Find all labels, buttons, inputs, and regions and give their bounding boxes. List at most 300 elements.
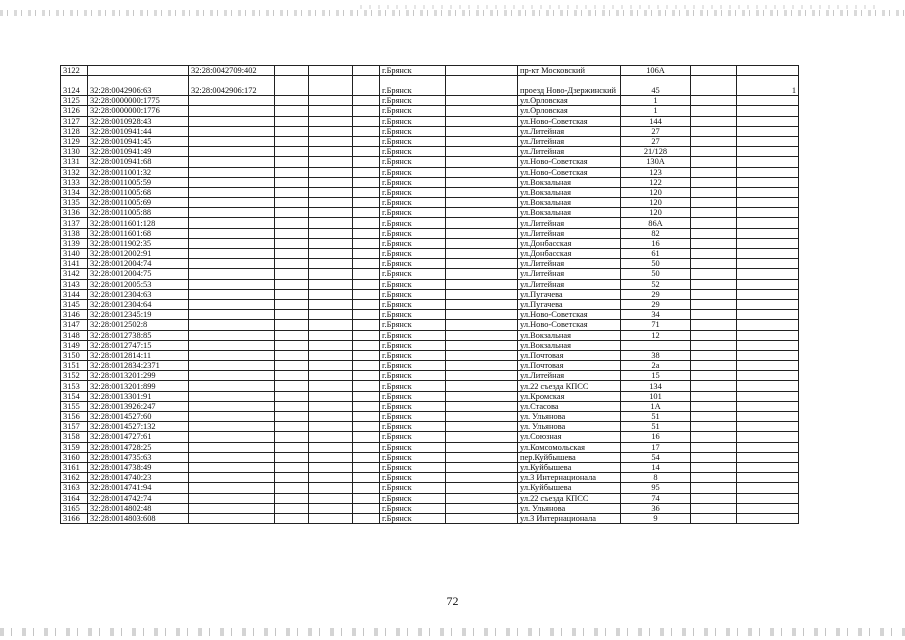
empty-cell xyxy=(691,147,737,157)
empty-cell xyxy=(309,198,353,208)
extra-value-cell xyxy=(737,66,799,76)
street-cell: ул.Куйбышева xyxy=(518,483,621,493)
empty-cell xyxy=(691,473,737,483)
table-row xyxy=(61,493,799,503)
city-cell: г.Брянск xyxy=(380,187,446,197)
table-row xyxy=(61,269,799,279)
row-number-cell: 3151 xyxy=(61,361,88,371)
empty-cell xyxy=(275,361,309,371)
extra-value-cell xyxy=(737,147,799,157)
empty-cell xyxy=(691,228,737,238)
row-number-cell: 3158 xyxy=(61,432,88,442)
empty-cell xyxy=(309,76,353,96)
row-number-cell: 3150 xyxy=(61,350,88,360)
empty-cell xyxy=(275,116,309,126)
cadastral-number-secondary-cell xyxy=(189,483,275,493)
table-row xyxy=(61,187,799,197)
city-cell: г.Брянск xyxy=(380,442,446,452)
cadastral-number-cell: 32:28:0011601:68 xyxy=(88,228,189,238)
house-number-cell: 29 xyxy=(621,299,691,309)
empty-cell xyxy=(309,401,353,411)
empty-cell xyxy=(691,249,737,259)
table-row xyxy=(61,452,799,462)
empty-cell xyxy=(353,66,380,76)
empty-cell xyxy=(446,442,518,452)
empty-cell xyxy=(446,259,518,269)
empty-cell xyxy=(446,513,518,523)
table-row xyxy=(61,116,799,126)
house-number-cell: 1А xyxy=(621,401,691,411)
empty-cell xyxy=(446,473,518,483)
empty-cell xyxy=(446,157,518,167)
empty-cell xyxy=(353,208,380,218)
table-row xyxy=(61,259,799,269)
city-cell: г.Брянск xyxy=(380,289,446,299)
table-row xyxy=(61,330,799,340)
empty-cell xyxy=(691,350,737,360)
city-cell: г.Брянск xyxy=(380,350,446,360)
cadastral-number-cell: 32:28:0013926:247 xyxy=(88,401,189,411)
empty-cell xyxy=(309,381,353,391)
extra-value-cell xyxy=(737,513,799,523)
empty-cell xyxy=(275,136,309,146)
row-number-cell: 3156 xyxy=(61,412,88,422)
row-number-cell: 3163 xyxy=(61,483,88,493)
house-number-cell: 120 xyxy=(621,198,691,208)
house-number-cell: 21/128 xyxy=(621,147,691,157)
extra-value-cell xyxy=(737,310,799,320)
cadastral-number-secondary-cell xyxy=(189,371,275,381)
empty-cell xyxy=(275,126,309,136)
empty-cell xyxy=(275,350,309,360)
empty-cell xyxy=(446,503,518,513)
house-number-cell: 1 xyxy=(621,106,691,116)
extra-value-cell xyxy=(737,126,799,136)
cadastral-number-secondary-cell xyxy=(189,299,275,309)
table-row xyxy=(61,218,799,228)
row-number-cell: 3154 xyxy=(61,391,88,401)
street-cell: ул.3 Интернационала xyxy=(518,473,621,483)
extra-value-cell xyxy=(737,452,799,462)
row-number-cell: 3164 xyxy=(61,493,88,503)
city-cell: г.Брянск xyxy=(380,493,446,503)
cadastral-number-cell xyxy=(88,66,189,76)
cadastral-number-secondary-cell xyxy=(189,136,275,146)
empty-cell xyxy=(353,269,380,279)
street-cell: ул.22 съезда КПСС xyxy=(518,493,621,503)
empty-cell xyxy=(691,513,737,523)
row-number-cell: 3133 xyxy=(61,177,88,187)
cadastral-number-cell: 32:28:0012747:15 xyxy=(88,340,189,350)
table-row xyxy=(61,340,799,350)
street-cell: ул.Ново-Советская xyxy=(518,320,621,330)
empty-cell xyxy=(309,167,353,177)
empty-cell xyxy=(691,187,737,197)
empty-cell xyxy=(309,218,353,228)
empty-cell xyxy=(446,126,518,136)
house-number-cell: 34 xyxy=(621,310,691,320)
empty-cell xyxy=(691,483,737,493)
city-cell: г.Брянск xyxy=(380,76,446,96)
cadastral-number-secondary-cell xyxy=(189,106,275,116)
house-number-cell: 50 xyxy=(621,259,691,269)
cadastral-number-secondary-cell xyxy=(189,412,275,422)
extra-value-cell xyxy=(737,289,799,299)
empty-cell xyxy=(353,238,380,248)
city-cell: г.Брянск xyxy=(380,401,446,411)
empty-cell xyxy=(446,136,518,146)
table-row xyxy=(61,147,799,157)
table-row xyxy=(61,66,799,76)
cadastral-number-cell: 32:28:0014738:49 xyxy=(88,462,189,472)
street-cell: ул. Ульянова xyxy=(518,503,621,513)
empty-cell xyxy=(446,371,518,381)
house-number-cell: 52 xyxy=(621,279,691,289)
city-cell: г.Брянск xyxy=(380,66,446,76)
scan-artifact-bottom xyxy=(0,628,905,636)
table-row xyxy=(61,412,799,422)
cadastral-number-secondary-cell xyxy=(189,401,275,411)
empty-cell xyxy=(309,462,353,472)
extra-value-cell: 1 xyxy=(737,76,799,96)
empty-cell xyxy=(691,330,737,340)
empty-cell xyxy=(353,187,380,197)
empty-cell xyxy=(691,198,737,208)
empty-cell xyxy=(275,310,309,320)
table-row xyxy=(61,350,799,360)
cadastral-number-secondary-cell xyxy=(189,340,275,350)
city-cell: г.Брянск xyxy=(380,269,446,279)
extra-value-cell xyxy=(737,116,799,126)
cadastral-number-cell: 32:28:0014803:608 xyxy=(88,513,189,523)
cadastral-number-secondary-cell xyxy=(189,381,275,391)
empty-cell xyxy=(275,106,309,116)
house-number-cell: 27 xyxy=(621,136,691,146)
cadastral-number-cell: 32:28:0012738:85 xyxy=(88,330,189,340)
cadastral-number-cell: 32:28:0010941:68 xyxy=(88,157,189,167)
house-number-cell: 120 xyxy=(621,187,691,197)
empty-cell xyxy=(309,269,353,279)
city-cell: г.Брянск xyxy=(380,208,446,218)
empty-cell xyxy=(353,76,380,96)
street-cell: ул.Вокзальная xyxy=(518,340,621,350)
empty-cell xyxy=(275,473,309,483)
table-row xyxy=(61,208,799,218)
street-cell: ул.Вокзальная xyxy=(518,177,621,187)
street-cell: ул.Союзная xyxy=(518,432,621,442)
house-number-cell: 29 xyxy=(621,289,691,299)
extra-value-cell xyxy=(737,96,799,106)
empty-cell xyxy=(309,432,353,442)
empty-cell xyxy=(446,361,518,371)
empty-cell xyxy=(353,279,380,289)
row-number-cell: 3157 xyxy=(61,422,88,432)
empty-cell xyxy=(446,167,518,177)
city-cell: г.Брянск xyxy=(380,279,446,289)
row-number-cell: 3161 xyxy=(61,462,88,472)
empty-cell xyxy=(275,391,309,401)
empty-cell xyxy=(691,340,737,350)
city-cell: г.Брянск xyxy=(380,412,446,422)
house-number-cell: 144 xyxy=(621,116,691,126)
empty-cell xyxy=(309,452,353,462)
row-number-cell: 3143 xyxy=(61,279,88,289)
cadastral-number-secondary-cell xyxy=(189,126,275,136)
empty-cell xyxy=(446,310,518,320)
cadastral-number-cell: 32:28:0012834:2371 xyxy=(88,361,189,371)
street-cell: пр-кт Московский xyxy=(518,66,621,76)
empty-cell xyxy=(446,208,518,218)
empty-cell xyxy=(275,442,309,452)
empty-cell xyxy=(691,208,737,218)
extra-value-cell xyxy=(737,269,799,279)
empty-cell xyxy=(275,208,309,218)
street-cell: ул.Литейная xyxy=(518,147,621,157)
empty-cell xyxy=(275,299,309,309)
street-cell: ул.Литейная xyxy=(518,126,621,136)
table-row xyxy=(61,361,799,371)
cadastral-number-cell: 32:28:0014742:74 xyxy=(88,493,189,503)
cadastral-number-secondary-cell xyxy=(189,493,275,503)
house-number-cell: 101 xyxy=(621,391,691,401)
street-cell: пер.Куйбышева xyxy=(518,452,621,462)
empty-cell xyxy=(691,452,737,462)
city-cell: г.Брянск xyxy=(380,106,446,116)
street-cell: ул.Пугачева xyxy=(518,299,621,309)
cadastral-number-cell: 32:28:0012304:64 xyxy=(88,299,189,309)
row-number-cell: 3152 xyxy=(61,371,88,381)
empty-cell xyxy=(275,218,309,228)
house-number-cell: 17 xyxy=(621,442,691,452)
table-row xyxy=(61,442,799,452)
cadastral-number-secondary-cell xyxy=(189,279,275,289)
empty-cell xyxy=(353,249,380,259)
empty-cell xyxy=(691,106,737,116)
empty-cell xyxy=(353,350,380,360)
empty-cell xyxy=(691,218,737,228)
house-number-cell: 54 xyxy=(621,452,691,462)
table-row xyxy=(61,279,799,289)
house-number-cell: 82 xyxy=(621,228,691,238)
row-number-cell: 3162 xyxy=(61,473,88,483)
cadastral-number-secondary-cell xyxy=(189,503,275,513)
empty-cell xyxy=(446,198,518,208)
empty-cell xyxy=(353,442,380,452)
empty-cell xyxy=(691,116,737,126)
row-number-cell: 3129 xyxy=(61,136,88,146)
city-cell: г.Брянск xyxy=(380,310,446,320)
cadastral-number-cell: 32:28:0012814:11 xyxy=(88,350,189,360)
empty-cell xyxy=(309,157,353,167)
cadastral-number-cell: 32:28:0011005:88 xyxy=(88,208,189,218)
cadastral-number-secondary-cell xyxy=(189,187,275,197)
cadastral-number-cell: 32:28:0012002:91 xyxy=(88,249,189,259)
house-number-cell: 16 xyxy=(621,238,691,248)
empty-cell xyxy=(275,330,309,340)
row-number-cell: 3128 xyxy=(61,126,88,136)
empty-cell xyxy=(275,320,309,330)
empty-cell xyxy=(446,76,518,96)
cadastral-number-secondary-cell xyxy=(189,391,275,401)
row-number-cell: 3124 xyxy=(61,76,88,96)
cadastral-number-cell: 32:28:0010928:43 xyxy=(88,116,189,126)
extra-value-cell xyxy=(737,157,799,167)
street-cell: ул.Стасова xyxy=(518,401,621,411)
city-cell: г.Брянск xyxy=(380,452,446,462)
cadastral-number-cell: 32:28:0013301:91 xyxy=(88,391,189,401)
table-row xyxy=(61,238,799,248)
street-cell: ул.Кромская xyxy=(518,391,621,401)
empty-cell xyxy=(353,391,380,401)
cadastral-number-secondary-cell: 32:28:0042906:172 xyxy=(189,76,275,96)
empty-cell xyxy=(353,96,380,106)
empty-cell xyxy=(353,330,380,340)
table-row xyxy=(61,136,799,146)
empty-cell xyxy=(353,116,380,126)
empty-cell xyxy=(353,503,380,513)
empty-cell xyxy=(691,503,737,513)
empty-cell xyxy=(691,361,737,371)
house-number-cell: 71 xyxy=(621,320,691,330)
table-row xyxy=(61,401,799,411)
row-number-cell: 3160 xyxy=(61,452,88,462)
city-cell: г.Брянск xyxy=(380,432,446,442)
extra-value-cell xyxy=(737,371,799,381)
row-number-cell: 3139 xyxy=(61,238,88,248)
cadastral-number-secondary-cell xyxy=(189,198,275,208)
empty-cell xyxy=(446,330,518,340)
empty-cell xyxy=(275,238,309,248)
table-row xyxy=(61,167,799,177)
extra-value-cell xyxy=(737,473,799,483)
house-number-cell: 14 xyxy=(621,462,691,472)
empty-cell xyxy=(309,147,353,157)
extra-value-cell xyxy=(737,106,799,116)
empty-cell xyxy=(275,412,309,422)
cadastral-number-secondary-cell xyxy=(189,249,275,259)
empty-cell xyxy=(275,279,309,289)
empty-cell xyxy=(353,371,380,381)
empty-cell xyxy=(691,462,737,472)
city-cell: г.Брянск xyxy=(380,503,446,513)
cadastral-number-secondary-cell xyxy=(189,432,275,442)
empty-cell xyxy=(353,513,380,523)
cadastral-number-secondary-cell xyxy=(189,452,275,462)
empty-cell xyxy=(309,350,353,360)
cadastral-number-secondary-cell xyxy=(189,289,275,299)
extra-value-cell xyxy=(737,422,799,432)
empty-cell xyxy=(309,249,353,259)
empty-cell xyxy=(353,126,380,136)
empty-cell xyxy=(691,96,737,106)
empty-cell xyxy=(353,473,380,483)
street-cell: ул.Куйбышева xyxy=(518,462,621,472)
street-cell: ул.Вокзальная xyxy=(518,330,621,340)
empty-cell xyxy=(275,269,309,279)
street-cell: ул.Донбасская xyxy=(518,249,621,259)
empty-cell xyxy=(353,432,380,442)
cadastral-number-secondary-cell xyxy=(189,330,275,340)
empty-cell xyxy=(691,126,737,136)
cadastral-number-secondary-cell xyxy=(189,422,275,432)
row-number-cell: 3136 xyxy=(61,208,88,218)
cadastral-number-cell: 32:28:0012004:75 xyxy=(88,269,189,279)
row-number-cell: 3127 xyxy=(61,116,88,126)
table-row xyxy=(61,249,799,259)
empty-cell xyxy=(275,157,309,167)
empty-cell xyxy=(275,462,309,472)
empty-cell xyxy=(309,208,353,218)
house-number-cell: 106А xyxy=(621,66,691,76)
city-cell: г.Брянск xyxy=(380,361,446,371)
cadastral-number-secondary-cell: 32:28:0042709:402 xyxy=(189,66,275,76)
empty-cell xyxy=(691,432,737,442)
cadastral-number-cell: 32:28:0012005:53 xyxy=(88,279,189,289)
row-number-cell: 3137 xyxy=(61,218,88,228)
table-row xyxy=(61,126,799,136)
empty-cell xyxy=(446,187,518,197)
empty-cell xyxy=(275,503,309,513)
empty-cell xyxy=(309,187,353,197)
empty-cell xyxy=(309,483,353,493)
cadastral-number-secondary-cell xyxy=(189,259,275,269)
city-cell: г.Брянск xyxy=(380,167,446,177)
cadastral-number-cell: 32:28:0014740:23 xyxy=(88,473,189,483)
empty-cell xyxy=(353,361,380,371)
table-row xyxy=(61,106,799,116)
city-cell: г.Брянск xyxy=(380,391,446,401)
row-number-cell: 3155 xyxy=(61,401,88,411)
empty-cell xyxy=(353,218,380,228)
register-table-body xyxy=(61,66,799,524)
empty-cell xyxy=(353,412,380,422)
empty-cell xyxy=(446,66,518,76)
empty-cell xyxy=(691,167,737,177)
house-number-cell: 134 xyxy=(621,381,691,391)
cadastral-number-cell: 32:28:0000000:1776 xyxy=(88,106,189,116)
row-number-cell: 3147 xyxy=(61,320,88,330)
street-cell: ул.Комсомольская xyxy=(518,442,621,452)
extra-value-cell xyxy=(737,136,799,146)
city-cell: г.Брянск xyxy=(380,136,446,146)
empty-cell xyxy=(446,432,518,442)
street-cell: ул.Почтовая xyxy=(518,350,621,360)
extra-value-cell xyxy=(737,391,799,401)
row-number-cell: 3138 xyxy=(61,228,88,238)
street-cell: ул.Вокзальная xyxy=(518,208,621,218)
empty-cell xyxy=(275,147,309,157)
table-row xyxy=(61,96,799,106)
empty-cell xyxy=(353,320,380,330)
cadastral-number-cell: 32:28:0011005:59 xyxy=(88,177,189,187)
empty-cell xyxy=(309,330,353,340)
empty-cell xyxy=(691,371,737,381)
street-cell: ул.Пугачева xyxy=(518,289,621,299)
empty-cell xyxy=(353,147,380,157)
street-cell: ул.Ново-Советская xyxy=(518,157,621,167)
empty-cell xyxy=(691,177,737,187)
empty-cell xyxy=(275,96,309,106)
house-number-cell: 51 xyxy=(621,422,691,432)
empty-cell xyxy=(446,391,518,401)
extra-value-cell xyxy=(737,381,799,391)
cadastral-number-cell: 32:28:0014527:60 xyxy=(88,412,189,422)
street-cell: ул.Литейная xyxy=(518,136,621,146)
row-number-cell: 3144 xyxy=(61,289,88,299)
empty-cell xyxy=(275,513,309,523)
street-cell: ул. Ульянова xyxy=(518,422,621,432)
cadastral-number-cell: 32:28:0011005:68 xyxy=(88,187,189,197)
